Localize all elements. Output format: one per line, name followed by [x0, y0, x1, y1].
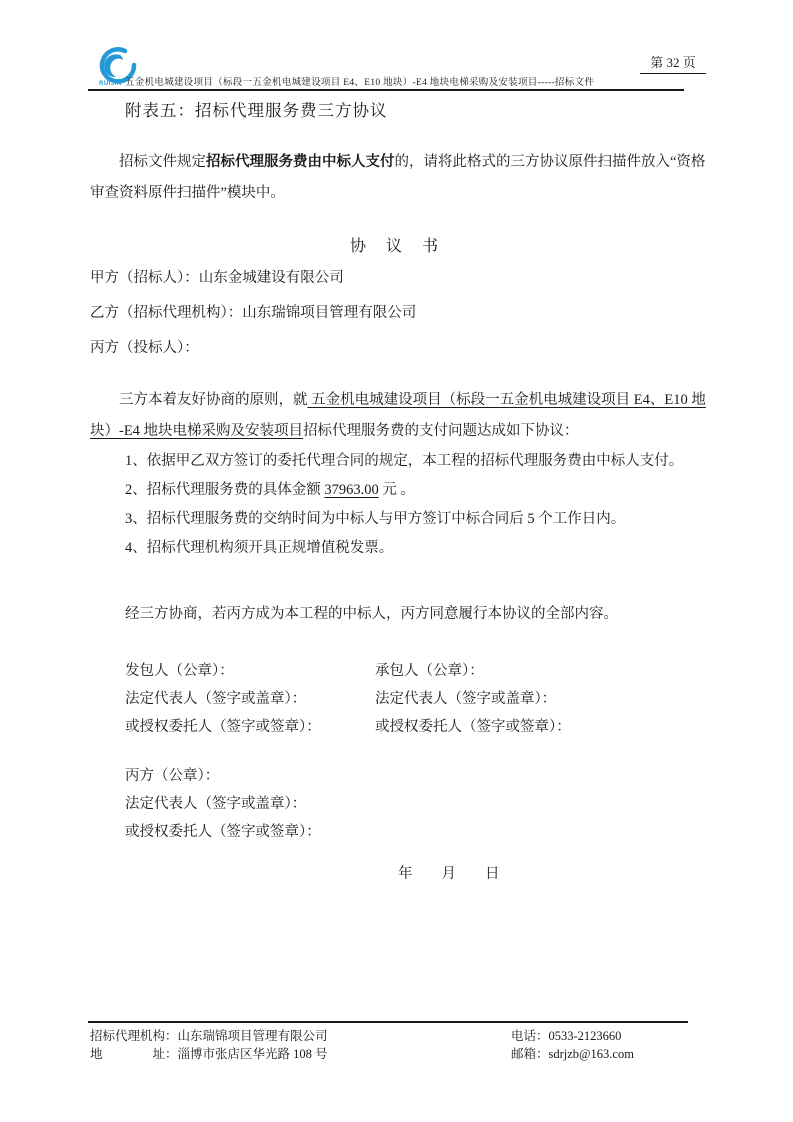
intro-text-suffix: 的，请将此格式的三方协议原件扫描件放入“资格审查资料原件扫描件”模块中。 [90, 154, 706, 201]
party-b-representative-label: 法定代表人（签字或盖章）： [375, 691, 557, 707]
agreement-item-1: 1、依据甲乙双方签订的委托代理合同的规定，本工程的招标代理服务费由中标人支付。 [125, 453, 684, 469]
footer-email: 邮箱：sdrjzb@163.com [511, 1047, 634, 1061]
agreement-item-2 [125, 478, 415, 499]
project-name-underlined: 五金机电城建设项目（标段一五金机电城建设项目 E4、E10 地块）-E4 地块电梯采购及安装项目 [90, 392, 706, 439]
party-b-line: 乙方（招标代理机构）：山东瑞锦项目管理有限公司 [90, 305, 417, 321]
agreement-heading: 协 议 书 [349, 238, 446, 255]
party-a-seal-label: 发包人（公章）： [125, 663, 234, 679]
party-a-line: 甲方（招标人）：山东金城建设有限公司 [90, 270, 344, 286]
page-title: 附表五：招标代理服务费三方协议 [125, 101, 388, 120]
footer-agency: 招标代理机构：山东瑞锦项目管理有限公司 [90, 1029, 328, 1043]
footer-address: 地 址：淄博市张店区华光路 108 号 [90, 1047, 328, 1061]
preamble-paragraph [90, 385, 708, 447]
header-rule [88, 89, 684, 91]
agreement-item-4: 4、招标代理机构须开具正规增值税发票。 [125, 540, 394, 556]
party-c-representative-label: 法定代表人（签字或盖章）： [125, 796, 307, 812]
intro-bold-text: 招标代理服务费由中标人支付 [206, 154, 395, 170]
party-a-attorney-label: 或授权委托人（签字或签章）： [125, 719, 321, 735]
item-2-text-suffix: 元 。 [378, 482, 415, 498]
agreement-item-3: 3、招标代理服务费的交纳时间为中标人与甲方签订中标合同后 5 个工作日内。 [125, 511, 626, 527]
intro-paragraph [90, 147, 708, 209]
header-doc-line: 五金机电城建设项目（标段一五金机电城建设项目 E4、E10 地块）-E4 地块电梯采购及安装项目-----招标文件 [125, 78, 595, 88]
preamble-text-suffix: 招标代理服务费的支付问题达成如下协议： [303, 423, 579, 439]
party-c-seal-label: 丙方（公章）： [125, 768, 220, 784]
consensus-paragraph: 经三方协商，若丙方成为本工程的中标人，丙方同意履行本协议的全部内容。 [125, 606, 618, 622]
date-line: 年 月 日 [398, 866, 500, 882]
item-2-text: 2、招标代理服务费的具体金额 [125, 482, 325, 498]
party-b-seal-label: 承包人（公章）： [375, 663, 484, 679]
intro-text: 招标文件规定 [119, 154, 206, 170]
footer-rule [88, 1021, 688, 1023]
fee-amount: 37963.00 [324, 482, 379, 498]
page-number: 第 32 页 [640, 52, 706, 74]
party-a-representative-label: 法定代表人（签字或盖章）： [125, 691, 307, 707]
party-c-attorney-label: 或授权委托人（签字或签章）： [125, 824, 321, 840]
logo-wordmark: RUIJIN [99, 81, 122, 87]
party-c-line: 丙方（投标人）： [90, 340, 199, 356]
preamble-text: 三方本着友好协商的原则，就 [119, 392, 308, 408]
footer-phone: 电话：0533-2123660 [511, 1029, 622, 1043]
party-b-attorney-label: 或授权委托人（签字或签章）： [375, 719, 571, 735]
